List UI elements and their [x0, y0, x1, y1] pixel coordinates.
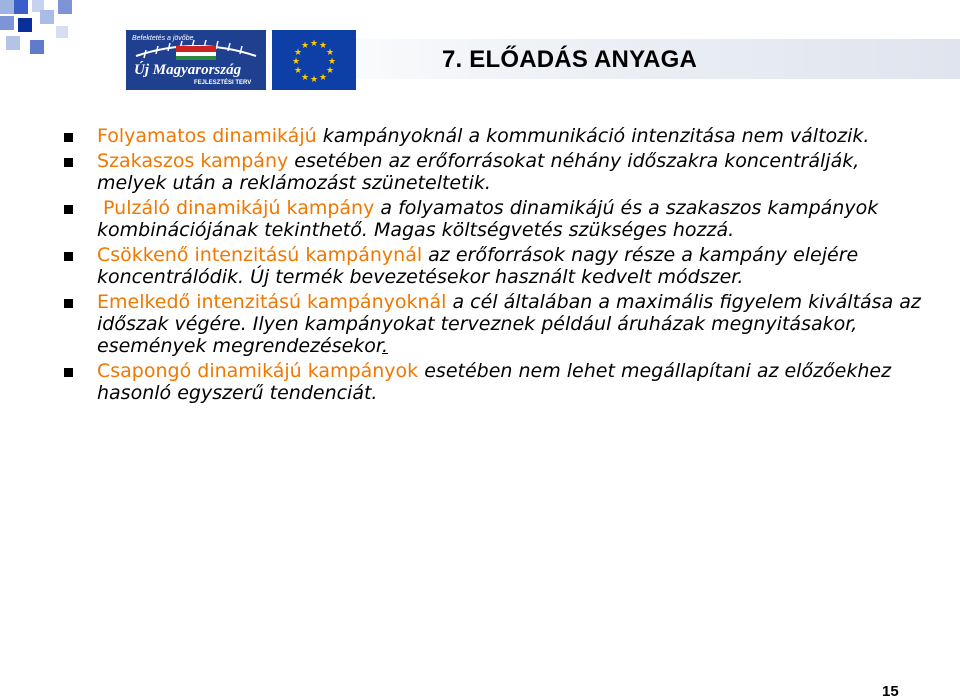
svg-text:Befektetés a jövőbe: Befektetés a jövőbe: [132, 35, 194, 42]
svg-text:Új Magyarország: Új Magyarország: [134, 62, 242, 78]
page-number: 15: [882, 683, 899, 700]
item-text: esetében nem lehet megállapítani az előzőekhez hasonló egyszerű tendenciát.: [97, 360, 892, 404]
svg-text:★: ★: [309, 75, 319, 85]
list-item: [64, 360, 924, 404]
square-bullet-icon: [64, 158, 73, 167]
item-text: az erőforrások nagy része a kampány elejére koncentrálódik. Új termék bevezetésekor használt kedvelt módszer.: [97, 244, 859, 288]
square-bullet-icon: [64, 252, 73, 261]
square-bullet-icon: [64, 205, 73, 214]
svg-text:★: ★: [327, 57, 337, 67]
decor-square: [56, 26, 68, 38]
svg-text:★: ★: [325, 48, 335, 58]
decor-square: [18, 18, 32, 32]
list-item: [64, 150, 924, 194]
item-text: kampányoknál a kommunikáció intenzitása nem változik.: [316, 125, 870, 147]
svg-text:★: ★: [318, 41, 328, 51]
square-bullet-icon: [64, 299, 73, 308]
item-text: esetében az erőforrásokat néhány időszakra koncentrálják, melyek után a reklámozást szüneteltetik.: [97, 150, 860, 194]
decor-square: [6, 36, 20, 50]
item-text: a cél általában a maximális figyelem kiváltása az időszak végére. Ilyen kampányokat terveznek például áruházak megnyitásakor, események megrendezésekor: [97, 291, 921, 357]
svg-text:★: ★: [293, 48, 303, 58]
campaign-term: Szakaszos kampány: [97, 150, 289, 172]
eu-flag-logo: [272, 30, 356, 90]
campaign-term: Pulzáló dinamikájú kampány: [97, 197, 375, 219]
decor-square: [14, 0, 28, 14]
decor-square: [0, 16, 14, 30]
decor-square: [40, 10, 54, 24]
svg-text:★: ★: [291, 57, 301, 67]
bullet-list: [64, 125, 924, 407]
square-bullet-icon: [64, 368, 73, 377]
campaign-term: Emelkedő intenzitású kampányoknál: [97, 291, 447, 313]
decor-square: [58, 0, 72, 14]
svg-text:★: ★: [300, 41, 310, 51]
svg-text:★: ★: [293, 66, 303, 76]
page-title: 7. ELŐADÁS ANYAGA: [442, 46, 698, 73]
list-item: [64, 125, 924, 147]
list-item: [64, 197, 924, 241]
eu-stars-icon: [272, 30, 356, 90]
svg-text:★: ★: [300, 73, 310, 83]
svg-text:★: ★: [309, 39, 319, 49]
list-item: [64, 244, 924, 288]
item-text-tail: .: [382, 335, 389, 357]
decor-square: [30, 40, 44, 54]
campaign-term: Csökkenő intenzitású kampánynál: [97, 244, 423, 266]
campaign-term: Folyamatos dinamikájú: [97, 125, 317, 147]
decor-square: [0, 0, 14, 14]
list-item: [64, 291, 924, 357]
square-bullet-icon: [64, 133, 73, 142]
item-text: a folyamatos dinamikájú és a szakaszos kampányok kombinációjának tekinthető. Magas költségvetés szükséges hozzá.: [97, 197, 879, 241]
uj-magyarorszag-logo: [126, 30, 266, 90]
svg-text:★: ★: [318, 73, 328, 83]
campaign-term: Csapongó dinamikájú kampányok: [97, 360, 419, 382]
svg-text:★: ★: [325, 66, 335, 76]
uj-magyarorszag-logo-graphic: [126, 30, 266, 90]
svg-text:FEJLESZTÉSI TERV: FEJLESZTÉSI TERV: [194, 80, 252, 86]
